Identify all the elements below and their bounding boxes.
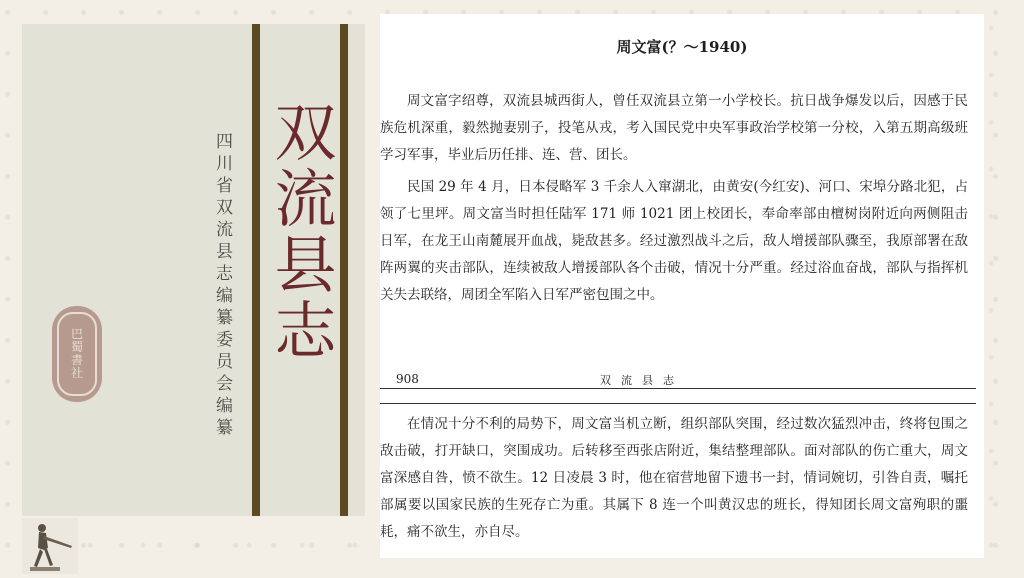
stamp-char: 巴 — [70, 327, 83, 341]
page-number: 908 — [396, 372, 419, 386]
stamp-char: 蜀 — [70, 340, 83, 354]
divider — [380, 403, 976, 404]
soldier-statue-icon — [22, 518, 78, 574]
cover-stripe-left — [252, 24, 260, 516]
divider — [380, 388, 976, 389]
seal-stamp — [52, 306, 102, 402]
cover-publisher: 四川省双流县志编纂委员会编纂 — [212, 132, 232, 440]
paragraph: 在情况十分不利的局势下，周文富当机立断，组织部队突围，经过数次猛烈冲击，终将包围之敌击破，打开缺口，突围成功。后转移至西张店附近，集结整理部队。面对部队的伤亡重大，周文富深感自咎，愤不欲生。12 日凌晨 3 时，他在宿营地留下遗书一封，情词婉切，引咎自责，嘱托部属要以国家民族的生死存亡为重。其属下 8 连一个叫黄汉忠的班长，得知团长周文富殉职的噩耗，痛不欲生，亦自尽。 — [380, 416, 968, 540]
paragraph: 民国 29 年 4 月，日本侵略军 3 千余人入窜湖北，由黄安(今红安)、河口、宋埠分路北犯，占领了七里坪。周文富当时担任陆军 171 师 1021 团上校团长，奉命率部由檀树岗附近向两侧阻击日军，在龙王山南麓展开血战，毙敌甚多。经过激烈战斗之后，敌人增援部队骤至，我原部署在敌阵两翼的夹击部队，连续被敌人增援部队各个击破，情况十分严重。经过浴血奋战，部队与指挥机关失去联络，周团全军陷入日军严密包围之中。 — [380, 179, 968, 303]
running-head: 双流县志 — [600, 374, 684, 387]
cover-stripe-right — [340, 24, 348, 516]
entry-title: 周文富(？～1940) — [616, 38, 748, 56]
stamp-char: 社 — [70, 366, 83, 380]
stamp-char: 書 — [70, 353, 83, 367]
paragraph: 周文富字绍尊，双流县城西街人，曾任双流县立第一小学校长。抗日战争爆发以后，因感于民族危机深重，毅然抛妻别子，投笔从戎，考入国民党中央军事政治学校第一分校，入第五期高级班学习军事，毕业后历任排、连、营、团长。 — [380, 93, 968, 163]
book-cover — [22, 24, 365, 516]
document-page — [380, 14, 984, 558]
cover-title: 双流县志 — [264, 100, 337, 364]
